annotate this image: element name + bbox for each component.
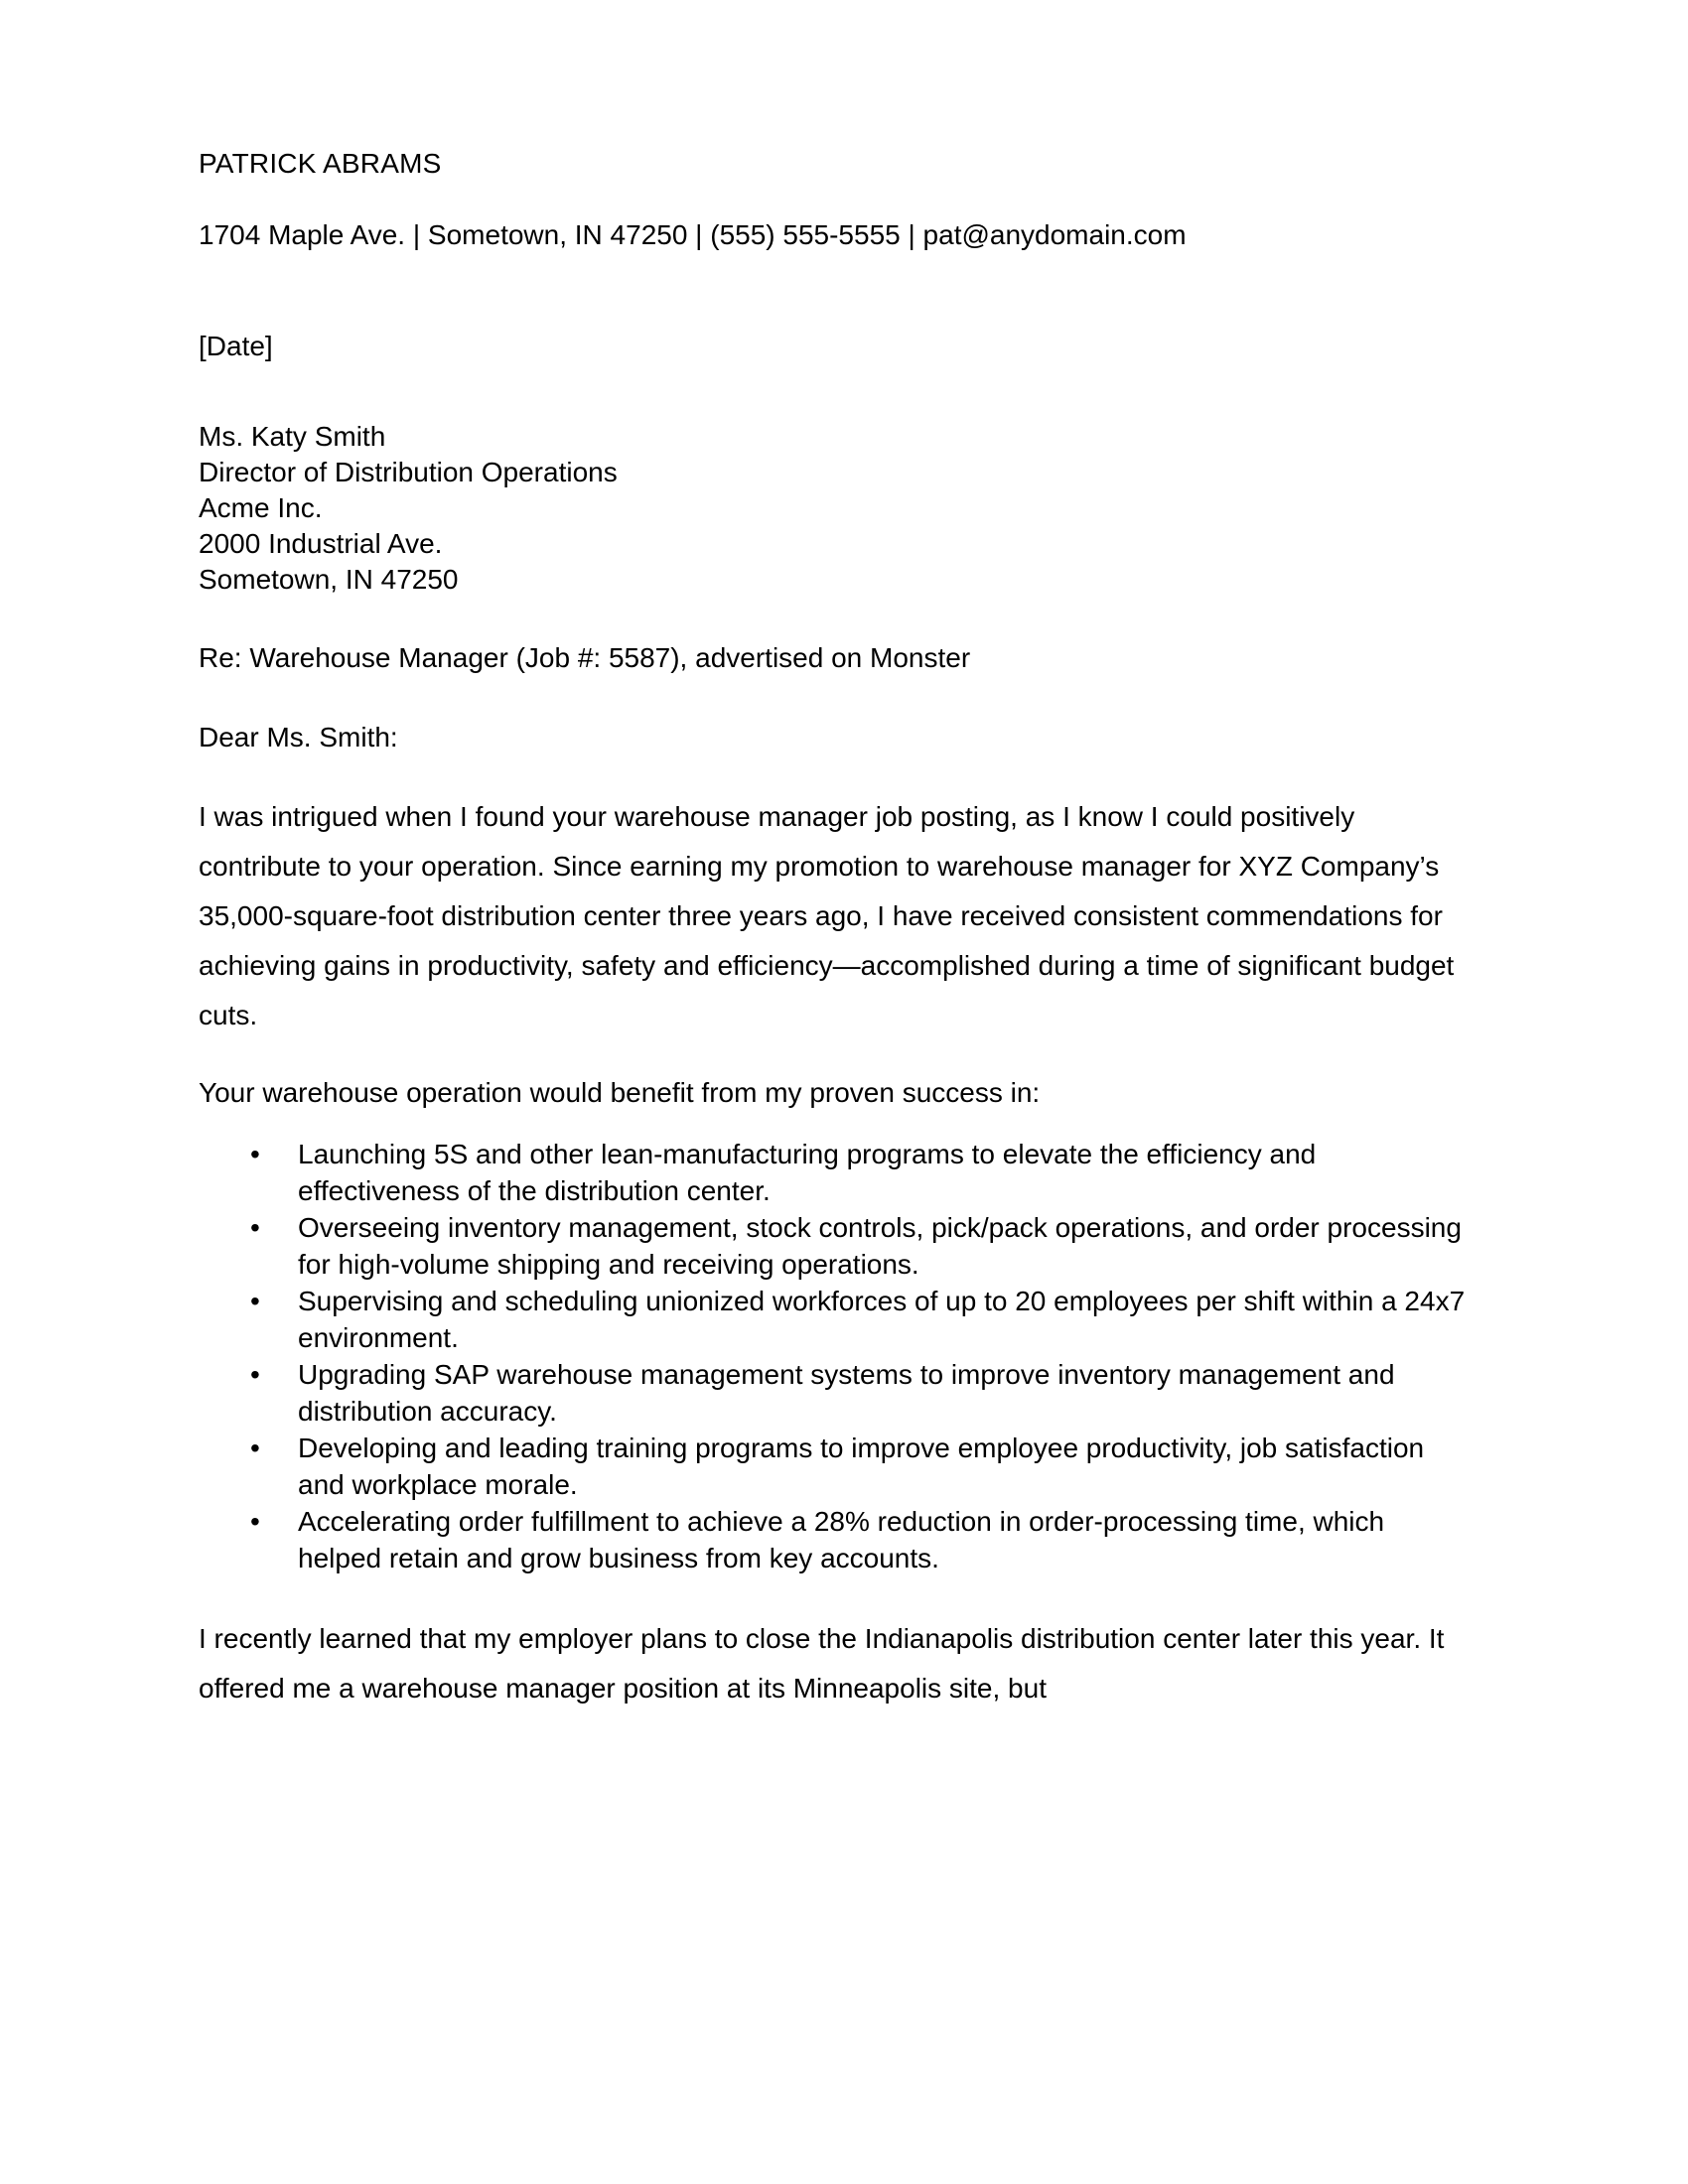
list-item <box>199 1503 1470 1576</box>
bullet-icon: • <box>250 1212 260 1243</box>
list-item-text: Launching 5S and other lean-manufacturing programs to elevate the efficiency and effectiveness of the distribution center. <box>298 1139 1317 1206</box>
salutation: Dear Ms. Smith: <box>199 722 398 752</box>
list-lead-in: Your warehouse operation would benefit from my proven success in: <box>199 1077 1041 1108</box>
list-item-text: Supervising and scheduling unionized workforces of up to 20 employees per shift within a 24x7 environment. <box>298 1286 1466 1353</box>
list-item-text: Upgrading SAP warehouse management systems to improve inventory management and distribution accuracy. <box>298 1359 1395 1427</box>
list-item-text: Developing and leading training programs to improve employee productivity, job satisfaction and workplace morale. <box>298 1433 1425 1500</box>
list-item-text: Overseeing inventory management, stock controls, pick/pack operations, and order processing for high-volume shipping and receiving operations. <box>298 1212 1462 1280</box>
bullet-icon: • <box>250 1506 260 1537</box>
recipient-city-state: Sometown, IN 47250 <box>199 564 459 595</box>
bullet-icon: • <box>250 1286 260 1316</box>
bullet-icon: • <box>250 1359 260 1390</box>
intro-paragraph: I was intrigued when I found your warehouse manager job posting, as I know I could positively contribute to your operation. Since earning my promotion to warehouse manager for XYZ Company’s 35,000-square-foot distribution center three years ago, I have received consistent commendations for achieving gains in productivity, safety and efficiency—accomplished during a time of significant budget cuts. <box>199 801 1455 1030</box>
bullet-icon: • <box>250 1433 260 1463</box>
recipient-name: Ms. Katy Smith <box>199 421 386 452</box>
closing-paragraph: I recently learned that my employer plans to close the Indianapolis distribution center later this year. It offered me a warehouse manager position at its Minneapolis site, but <box>199 1623 1445 1704</box>
list-item <box>199 1356 1470 1430</box>
list-item <box>199 1209 1470 1283</box>
list-item <box>199 1430 1470 1503</box>
document-body <box>199 139 1470 1713</box>
recipient-title: Director of Distribution Operations <box>199 457 618 487</box>
sender-name: PATRICK ABRAMS <box>199 148 442 179</box>
date-placeholder: [Date] <box>199 331 273 361</box>
qualifications-list <box>199 1136 1470 1576</box>
recipient-company: Acme Inc. <box>199 492 323 523</box>
list-item <box>199 1136 1470 1209</box>
subject-line: Re: Warehouse Manager (Job #: 5587), advertised on Monster <box>199 642 971 673</box>
recipient-street: 2000 Industrial Ave. <box>199 528 443 559</box>
sender-contact-line: 1704 Maple Ave. | Sometown, IN 47250 | (555) 555-5555 | pat@anydomain.com <box>199 219 1187 250</box>
list-item-text: Accelerating order fulfillment to achieve a 28% reduction in order-processing time, which helped retain and grow business from key accounts. <box>298 1506 1385 1573</box>
recipient-address-block <box>199 419 1470 598</box>
bullet-icon: • <box>250 1139 260 1169</box>
list-item <box>199 1283 1470 1356</box>
